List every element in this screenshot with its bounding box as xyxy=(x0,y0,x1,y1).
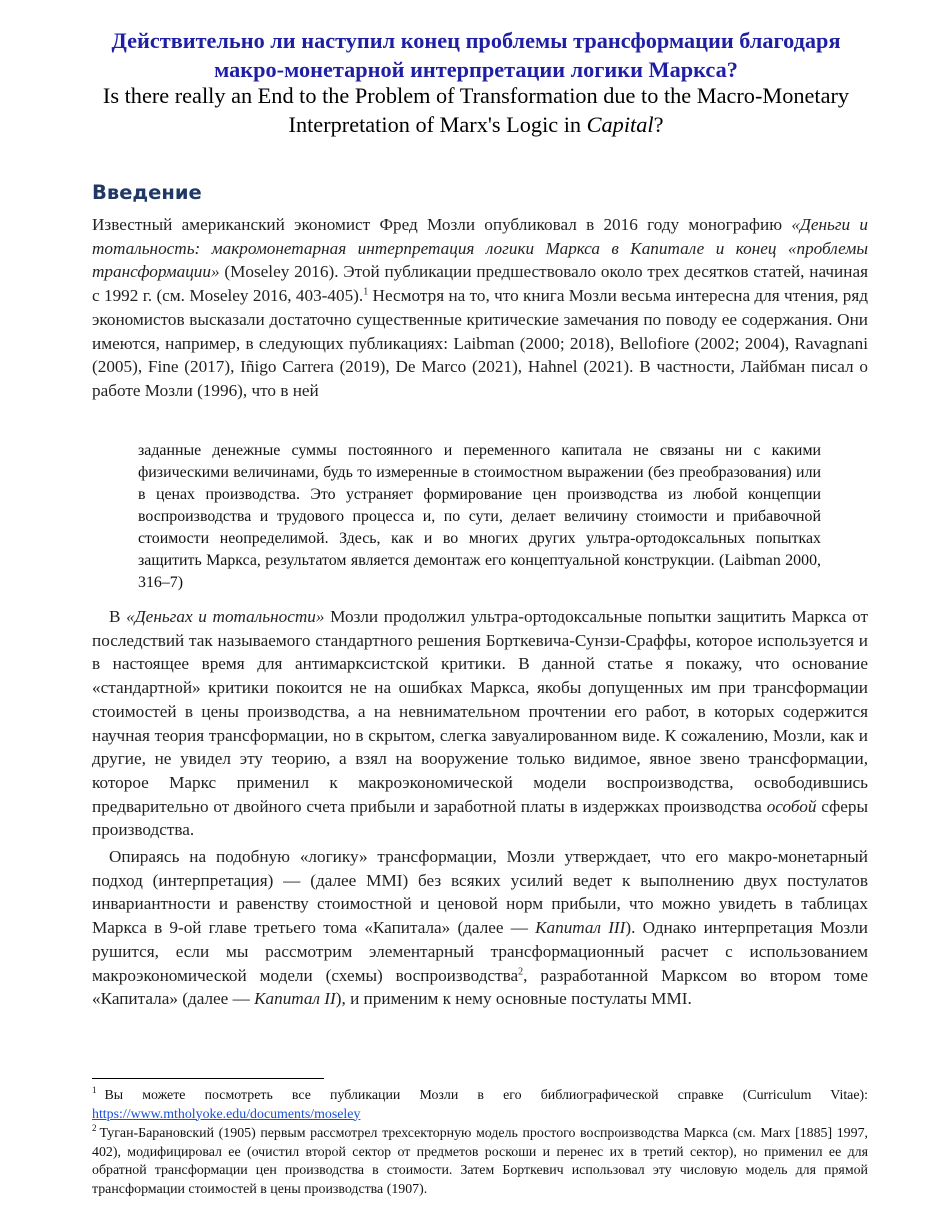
para1-italic-title: «Деньги и тотальность: макромонетарная интерпретация логики Маркса в Капитале и конец «проблемы трансформации» xyxy=(92,215,868,282)
title-ru-line2: макро-монетарной интерпретации логики Маркса? xyxy=(214,57,738,82)
para2-text-c: сферы производства. xyxy=(92,796,868,840)
footnote-2-number: 2 xyxy=(92,1123,97,1134)
block-quote: заданные денежные суммы постоянного и переменного капитала не связаны ни с какими физическими величинами, будь то измеренные в стоимостном выражении (без преобразования) или в ценах производства. Это устраняет формирование цен производства из любой концепции воспроизводства и трудового процесса и, по сути, делает величину стоимости и прибавочной стоимости неопределимой. Здесь, как и во многих других ультра-ортодоксальных попытках защитить Маркса, результатом является демонтаж его концептуальной конструкции. (Laibman 2000, 316–7) xyxy=(138,442,821,591)
footnote-1 xyxy=(92,1087,868,1124)
footnote-1-text: Вы можете посмотреть все публикации Мозли в его библиографической справке (Curriculum Vitae): xyxy=(104,1088,868,1103)
para2-italic-2: особой xyxy=(766,796,817,816)
footnote-1-link[interactable]: https://www.mtholyoke.edu/documents/moseley xyxy=(92,1106,361,1122)
para3-text-d: ), и применим к нему основные постулаты MMI. xyxy=(335,989,692,1009)
title-en-italic: Capital xyxy=(586,111,654,137)
para3-italic-2: Капитал II xyxy=(254,989,336,1009)
title-en-line1: Is there really an End to the Problem of Transformation due to the Macro-Monetary xyxy=(102,83,850,108)
para3-italic-1: Капитал III xyxy=(535,918,626,938)
title-russian xyxy=(60,26,892,84)
paragraph-1 xyxy=(92,213,868,403)
title-en-line2-b: ? xyxy=(653,111,664,137)
footnote-ref-2[interactable]: 2 xyxy=(518,965,524,977)
para2-italic-1: «Деньгах и тотальности» xyxy=(126,607,325,626)
para3-text-b: ). Однако интерпретация Мозли рушится, если мы рассмотрим элементарный трансформационный расчет с использованием макроэкономической модели (схемы) воспроизводства xyxy=(92,918,868,985)
title-en-line2-a: Interpretation of Marx's Logic in xyxy=(288,111,587,137)
para1-text-a: Известный американский экономист Фред Мозли опубликовал в 2016 году монографию xyxy=(92,215,792,234)
section-heading: Введение xyxy=(92,181,202,204)
para2-text-a: В xyxy=(109,607,127,626)
footnote-1-number: 1 xyxy=(92,1085,97,1096)
para1-text-c: Несмотря на то, что книга Мозли весьма интересна для чтения, ряд экономистов высказали достаточно существенные критические замечания по поводу ее содержания. Они имеются, например, в следующих публикациях: Laibman (2000; 2018), Bellofiore (2002; 2004), Ravagnani (2005), Fine (2017), Iñigo Carrera (2019), De Marco (2021), Hahnel (2021). В частности, Лайбман писал о работе Мозли (1996), что в ней xyxy=(92,286,868,400)
para3-text-a: Опираясь на подобную «логику» трансформации, Мозли утверждает, что его макро-монетарный подход (интерпретация) — (далее MMI) без всяких усилий ведет к выполнению двух постулатов инвариантности и равенству стоимостной и ценовой норм прибыли, что можно увидеть в таблицах Маркса в 9-ой главе третьего тома «Капитала» (далее — xyxy=(92,847,868,938)
title-ru-line1: Действительно ли наступил конец проблемы трансформации благодаря xyxy=(111,28,841,53)
footnote-separator xyxy=(92,1078,324,1079)
paragraph-3 xyxy=(92,845,868,1011)
title-english xyxy=(60,82,892,139)
para3-text-c: , разработанной Марксом во втором томе «Капитала» (далее — xyxy=(92,965,869,1009)
footnote-ref-1[interactable]: 1 xyxy=(363,286,369,298)
para2-text-b: Мозли продолжил ультра-ортодоксальные попытки защитить Маркса от последствий так называемого стандартного решения Борткевича-Сунзи-Сраффы, которое используется и в настоящее время для антимарксистской критики. В данной статье я покажу, что основание «стандартной» критики покоится не на ошибках Маркса, якобы допущенных им при трансформации стоимостей в цены производства, а на невнимательном прочтении его работ, в которых содержится научная теория трансформации, но в скрытом, слегка завуалированном виде. К сожалению, Мозли, как и другие, не увидел эту теорию, а взял на вооружение только видимое, явное звено трансформации, которое Маркс применил к макроэкономической модели воспроизводства, освободившись предварительно от двойного счета прибыли и заработной платы в издержках производства xyxy=(92,607,868,816)
footnote-2-text: Туган-Барановский (1905) первым рассмотрел трехсекторную модель простого воспроизводства Маркса (см. Marx [1885] 1997, 402), модифицировал ее (очистил второй сектор от предметов роскоши и перенес их в третий сектор), но применил ее для обратной трансформации цен производства в стоимости. Затем Борткевич использовал эту числовую модель для прямой трансформации стоимостей в цены производства (1907). xyxy=(92,1126,868,1197)
para1-text-b: (Moseley 2016). Этой публикации предшествовало около трех десятков статей, начиная с 1992 г. (см. Moseley 2016, 403-405). xyxy=(92,262,868,306)
paragraph-2 xyxy=(92,605,868,842)
footnote-2 xyxy=(92,1125,868,1199)
